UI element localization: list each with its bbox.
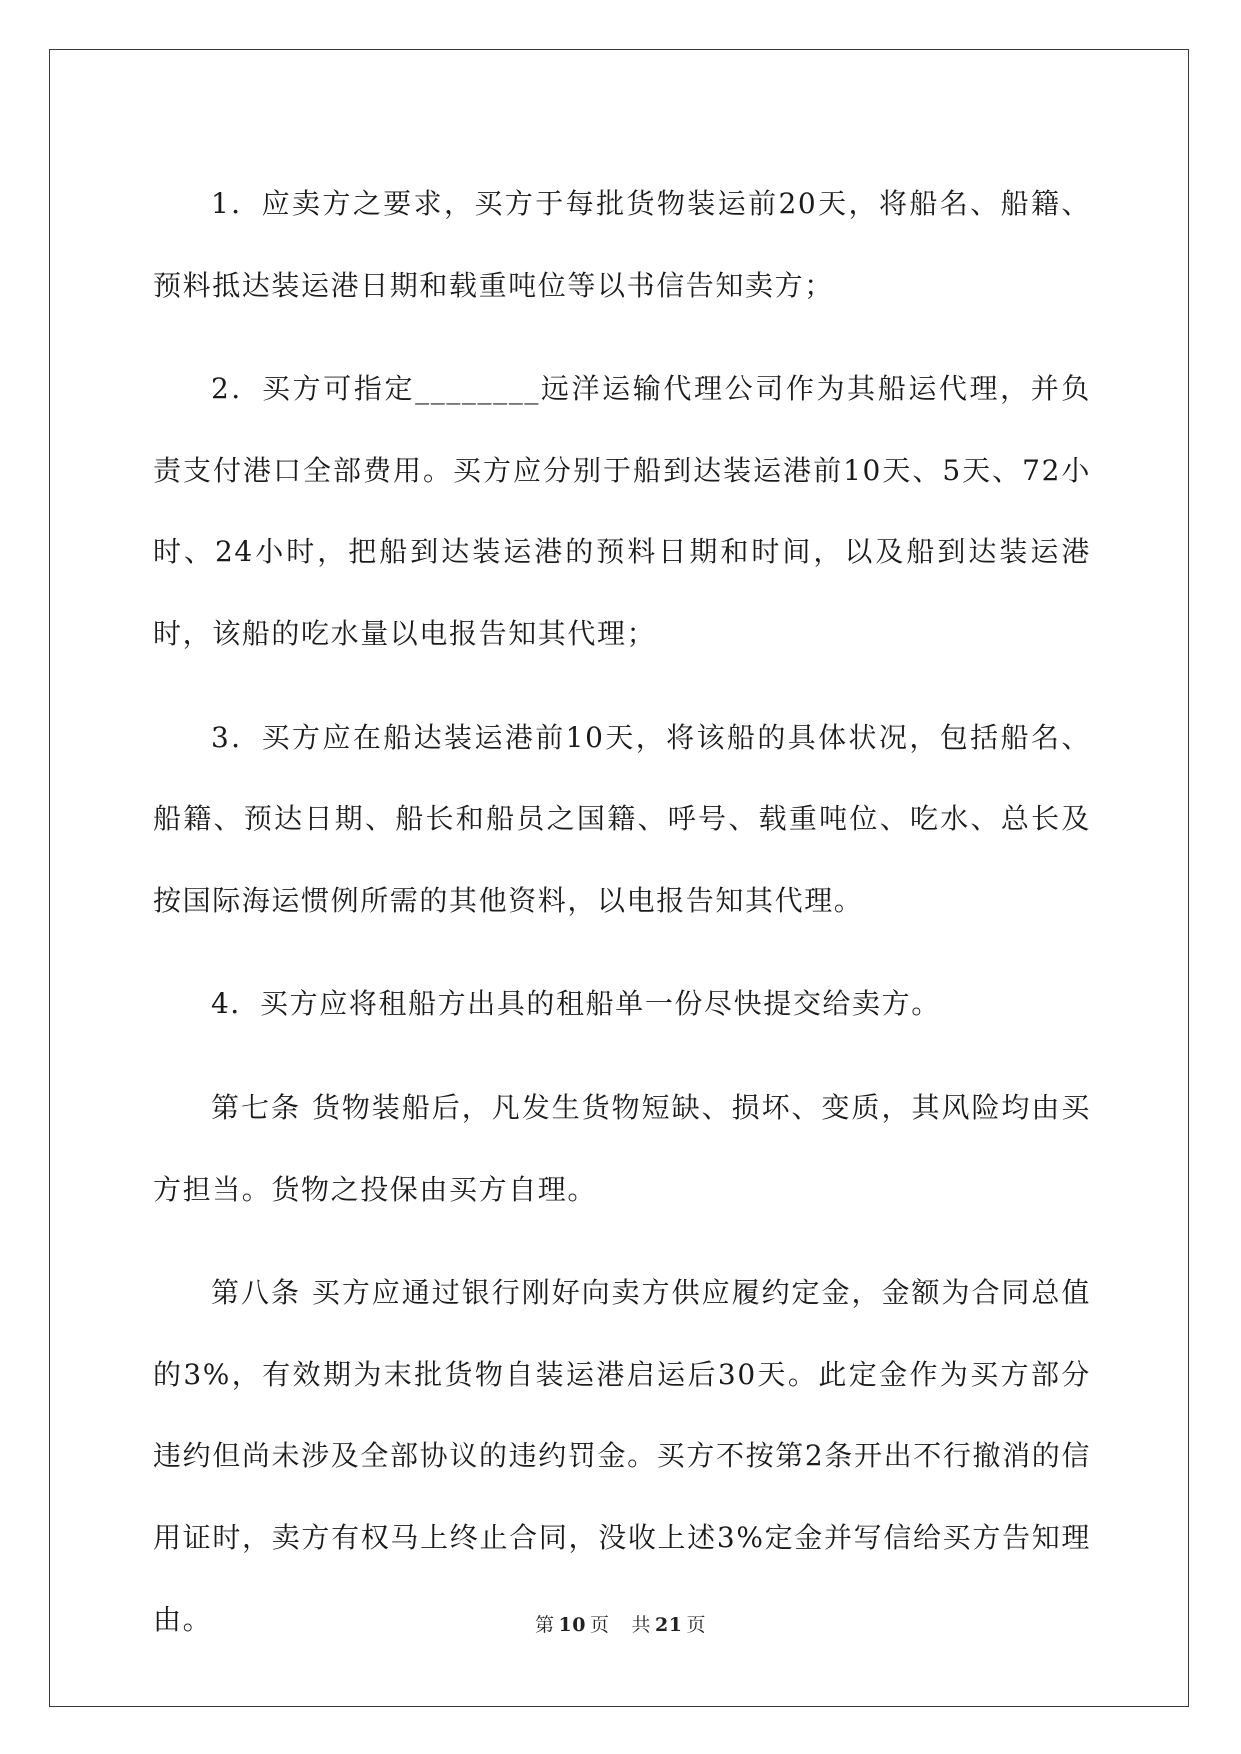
page-footer [0,1610,1241,1637]
paragraph-article-8: 第八条 买方应通过银行刚好向卖方供应履约定金，金额为合同总值的3%，有效期为末批货物自装运港启运后30天。此定金作为买方部分违约但尚未涉及全部协议的违约罚金。买方不按第2条开出不行撤消的信用证时，卖方有权马上终止合同，没收上述3%定金并写信给买方告知理由。 [153,1276,1091,1636]
paragraph-clause-4: 4．买方应将租船方出具的租船单一份尽快提交给卖方。 [211,987,941,1021]
paragraph-clause-2: 2．买方可指定________远洋运输代理公司作为其船运代理，并负责支付港口全部费用。买方应分别于船到达装运港前10天、5天、72小时、24小时，把船到达装运港的预料日期和时间，以及船到达装运港时，该船的吃水量以电报告知其代理； [153,372,1091,650]
total-suffix: 页 [686,1614,706,1636]
paragraph-article-7: 第七条 货物装船后，凡发生货物短缺、损坏、变质，其风险均由买方担当。货物之投保由买方自理。 [153,1090,1091,1206]
total-prefix: 共 [631,1614,652,1636]
total-pages-number: 21 [655,1614,683,1636]
document-body [153,163,1091,1682]
page-suffix: 页 [589,1614,610,1636]
paragraph-clause-3: 3．买方应在船达装运港前10天，将该船的具体状况，包括船名、船籍、预达日期、船长和船员之国籍、呼号、载重吨位、吃水、总长及按国际海运惯例所需的其他资料，以电报告知其代理。 [153,720,1091,917]
page-prefix: 第 [535,1614,555,1636]
paragraph-clause-1: 1．应卖方之要求，买方于每批货物装运前20天，将船名、船籍、预料抵达装运港日期和载重吨位等以书信告知卖方； [153,187,1091,302]
current-page-number: 10 [558,1614,586,1636]
